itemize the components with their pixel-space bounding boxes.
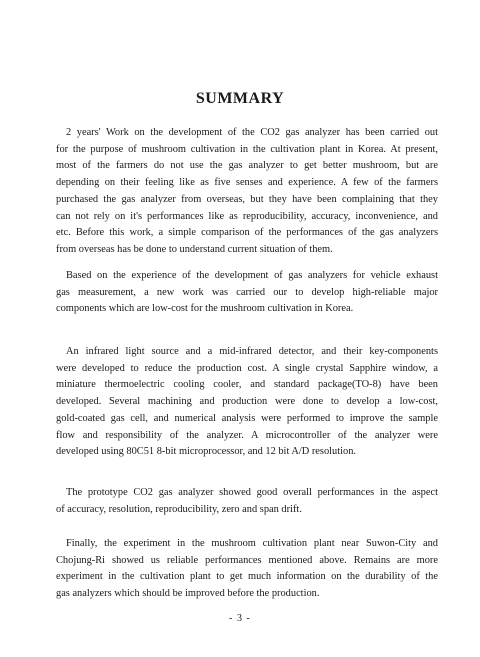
page-number: - 3 - xyxy=(229,613,251,624)
text-line: can not rely on it's performances like as reproducibility, accuracy, inconvenience, and xyxy=(56,210,438,222)
text-line: miniature thermoelectric cooling cooler, and standard package(TO-8) have been xyxy=(56,379,438,391)
page-title: SUMMARY xyxy=(195,90,285,107)
text-line: developed using 80C51 8-bit microprocessor, and 12 bit A/D resolution. xyxy=(56,446,357,458)
text-line: purchased the gas analyzer from overseas, but they have been complaining that they xyxy=(56,193,438,205)
text-line: The prototype CO2 gas analyzer showed good overall performances in the aspect xyxy=(66,487,438,498)
text-line: Finally, the experiment in the mushroom cultivation plant near Suwon-City and xyxy=(66,538,438,549)
text-line: An infrared light source and a mid-infrared detector, and their key-components xyxy=(66,346,438,357)
paragraph-3 xyxy=(56,344,438,461)
text-line: gas measurement, a new work was carried our to develop high-reliable major xyxy=(56,286,438,298)
text-line: 2 years' Work on the development of the CO2 gas analyzer has been carried out xyxy=(66,127,438,138)
text-line: experiment in the cultivation plant to get much information on the durability of the xyxy=(56,571,438,583)
text-line: for the purpose of mushroom cultivation in the cultivation plant in Korea. At present, xyxy=(56,143,438,155)
text-line: developed. Several machining and production were done to develop a low-cost, xyxy=(56,396,438,408)
text-line: components which are low-cost for the mushroom cultivation in Korea. xyxy=(56,303,354,315)
text-line: most of the farmers do not use the gas analyzer to get better mushroom, but are xyxy=(56,160,438,172)
text-line: flow and responsibility of the analyzer. A microcontroller of the analyzer were xyxy=(56,429,438,441)
text-line: gas analyzers which should be improved before the production. xyxy=(56,588,320,600)
paragraph-5 xyxy=(56,536,438,603)
text-line: of accuracy, resolution, reproducibility, zero and span drift. xyxy=(56,503,302,515)
text-line: gold-coated gas cell, and numerical analysis were performed to improve the sample xyxy=(56,412,438,424)
paragraph-4 xyxy=(56,485,438,518)
text-line: etc. Before this work, a simple comparison of the performances of the gas analyzers xyxy=(56,227,438,239)
text-line: were developed to reduce the production cost. A single crystal Sapphire window, a xyxy=(56,362,438,374)
paragraph-1 xyxy=(56,125,438,259)
text-line: Based on the experience of the development of gas analyzers for vehicle exhaust xyxy=(66,270,438,281)
text-line: depending on their feeling like as five senses and experience. A few of the farmers xyxy=(56,177,438,189)
text-line: from overseas has be done to understand current situation of them. xyxy=(56,243,333,255)
text-line: Chojung-Ri showed us reliable performances mentioned above. Remains are more xyxy=(56,554,438,566)
paragraph-2 xyxy=(56,268,438,318)
